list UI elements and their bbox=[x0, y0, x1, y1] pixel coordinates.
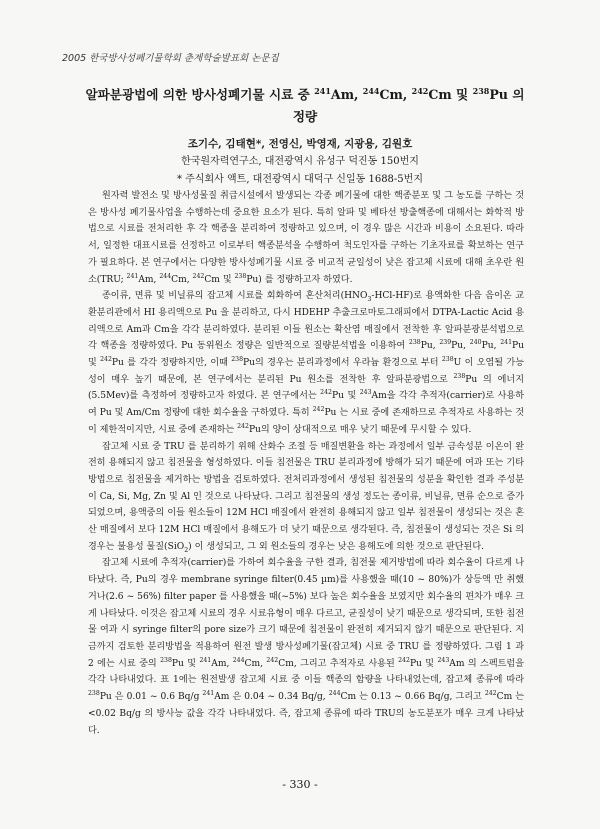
paragraph-4: 잡고체 시료에 추적자(carrier)를 가하여 회수율을 구한 결과, 침전물 제거방법에 따라 회수율이 다르게 나타났다. 즉, Pu의 경우 membrane syringe filter(0.45 µm)를 사용했을 때(10 ~ 80%)가 상등액 만 취했거나(2.6 ~ 56%) filter paper 를 사용했을 때(~5%) 보다 높은 회수율을 보였지만 회수율의 편차가 매우 크게 나타났다. 이것은 잡고체 시료의 경우 시료유형이 매우 다르고, 균질성이 낮기 때문으로 생각되며, 또한 침전물 여과 시 syringe filter의 pore size가 크기 때문에 침전물이 완전히 제거되지 않기 때문으로 판단된다. 지금까지 검토한 분리방법을 적용하여 원전 발생 방사성폐기물(잡고체) 시료 중 TRU 를 정량하였다. 그림 1 과 2 에는 시료 중의 $^{238}$Pu 및 $^{241}$Am, $^{244}$Cm, $^{242}$Cm, 그리고 추적자로 사용된 $^{242}$Pu 및 $^{243}$Am 의 스펙트럼을 각각 나타내었다. 표 1에는 원전발생 잡고체 시료 중 이들 핵종의 함량을 나타내었는데, 잡고체 종류에 따라 $^{238}$Pu 은 0.01 ~ 0.6 Bq/g $^{241}$Am 은 0.04 ~ 0.34 Bq/g, $^{244}$Cm 는 0.13 ~ 0.66 Bq/g, 그리고 $^{242}$Cm 는 <0.02 Bq/g 의 방사능 값을 각각 나타내었다. 즉, 잡고체 종류에 따라 TRU의 농도분포가 매우 크게 나타났다. bbox=[88, 558, 525, 736]
affiliation-primary: 한국원자력연구소, 대전광역시 유성구 덕진동 150번지 bbox=[181, 156, 419, 167]
author-names: 조기수, 김태현*, 전영신, 박영재, 지광용, 김원호 bbox=[187, 138, 413, 150]
paragraph-1: 원자력 발전소 및 방사성물질 취급시설에서 발생되는 각종 폐기물에 대한 핵종분포 및 그 농도를 구하는 것은 방사성 폐기물사업을 수행하는데 중요한 요소가 된다. 특히 알파 및 베타선 방출핵종에 대해서는 화학적 방법으로 시료를 전처리한 후 각 핵종을 분리하여 정량하고 있으며, 이 경우 많은 시간과 비용이 소요된다. 따라서, 일정한 대표시료를 선정하고 이로부터 핵종분석을 수행하여 척도인자를 구하는 기초자료를 확보하는 연구가 필요하다. 본 연구에서는 다양한 방사성폐기물 시료 중 비교적 균일성이 낮은 잡고체 시료에 대해 초우란 원소(TRU; $^{241}$Am, $^{244}$Cm, $^{242}$Cm 및 $^{238}$Pu) 를 정량하고자 하였다. bbox=[88, 191, 524, 285]
proceedings-header: 2005 한국방사성폐기물학회 춘계학술발표회 논문집 bbox=[62, 53, 279, 64]
abstract-body bbox=[88, 188, 524, 739]
page-number: - 330 - bbox=[282, 778, 318, 791]
affiliation-secondary: * 주식회사 액트, 대전광역시 대덕구 신일동 1688-5번지 bbox=[177, 174, 423, 185]
author-block bbox=[60, 135, 540, 189]
paper-title: 알파분광법에 의한 방사성폐기물 시료 중 $^{241}$Am, $^{244}$Cm, $^{242}$Cm 및 $^{238}$Pu 의 정량 bbox=[85, 85, 525, 124]
paragraph-2: 종이류, 면류 및 비닐류의 잡고체 시료를 회화하여 혼산처리$(HNO_3-HCl-HF)$로 용액화한 다음 음이온 교환분리관에서 HI 용리액으로 Pu 을 분리하고, 다시 HDEHP 추출크로마토그래피에서 DTPA-Lactic Acid 용리액으로 Am과 Cm을 각각 분리하였다. 분리된 이들 원소는 확산염 매질에서 전착한 후 알파분광분석법으로 각 핵종을 정량하였다. Pu 동위원소 정량은 일반적으로 질량분석법을 이용하여 $^{238}$Pu, $^{239}$Pu, $^{240}$Pu, $^{241}$Pu 및 $^{242}$Pu 를 각각 정량하지만, 이때 $^{238}$Pu의 경우는 분리과정에서 우라늄 환경으로 부터 $^{238}$U 이 오염될 가능성이 매우 높기 때문에, 본 연구에서는 분리된 Pu 원소를 전착한 후 알파분광법으로 $^{238}$Pu 의 에너지(5.5Mev)를 측정하여 정량하고자 하였다. 본 연구에서는 $^{242}$Pu 및 $^{243}$Am을 각각 추적자(carrier)로 사용하여 Pu 및 Am/Cm 정량에 대한 회수율을 구하였다. 특히 $^{242}$Pu 는 시료 중에 존재하므로 추적자로 사용하는 것이 제한적이지만, 시료 중에 존재하는 $^{242}$Pu의 양이 상대적으로 매우 낮기 때문에 무시할 수 있다. bbox=[88, 291, 525, 435]
paragraph-3: 잡고체 시료 중 TRU 를 분리하기 위해 산화수 조절 등 매질변환을 하는 과정에서 일부 금속성분 이온이 완전히 용해되지 않고 침전물을 형성하였다. 이들 침전물은 TRU 분리과정에 방해가 되기 때문에 여과 또는 기타 방법으로 침전물을 제거하는 방법을 검토하였다. 전처리과정에서 생성된 침전물의 성분을 확인한 결과 주성분이 Ca, Si, Mg, Zn 및 Al 인 것으로 나타났다. 그리고 침전물의 생성 정도는 종이류, 비닐류, 면류 순으로 증가되었으며, 용액중의 이들 원소들이 12M HCl 매질에서 완전히 용해되지 않고 일부 침전물이 생성되는 것은 혼산 매질에서 보다 12M HCl 매질에서 용해도가 더 낮기 때문으로 생각된다. 즉, 침전물이 생성되는 것은 Si 의 경우는 불용성 물질(SiO$_2$) 이 생성되고, 그 외 원소들의 경우는 낮은 용해도에 의한 것으로 판단된다. bbox=[88, 441, 524, 554]
